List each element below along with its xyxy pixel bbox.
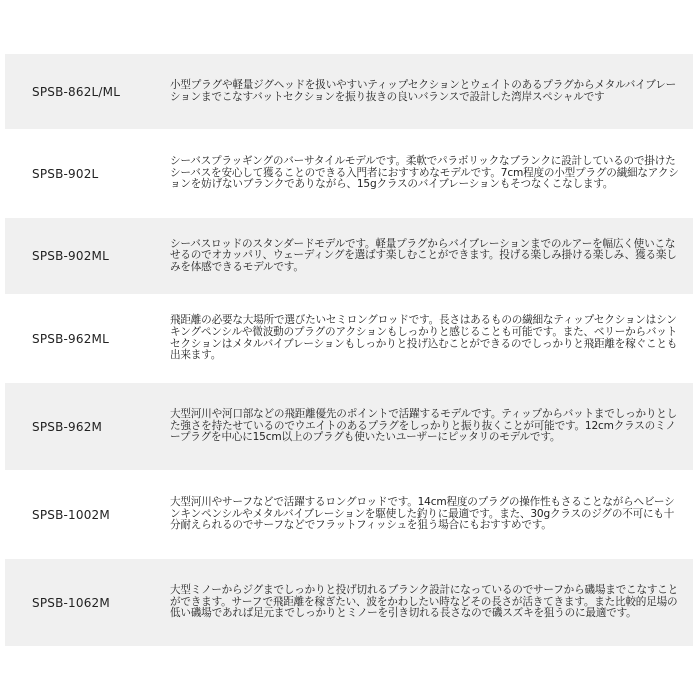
model-name: SPSB-1062M [32, 595, 110, 610]
table-row [5, 130, 693, 218]
model-description: シーバスロッドのスタンダードモデルです。軽量プラグからバイブレーションまでのルアーを幅広く使いこなせるのでオカッパリ、ウェーディングを選ばす楽しむことができます。投げる楽しみ掛ける楽しみ、獲る楽しみを体感できるモデルです。 [170, 237, 677, 273]
model-description: 飛距離の必要な大場所で選びたいセミロングロッドです。長さはあるものの繊細なティップセクションはシンキングペンシルや微波動のプラグのアクションもしっかりと感じることも可能です。また、ベリーからバットセクションはメタルバイブレーションもしっかりと投げ込むことができるのでしっかりと飛距離を稼ぐことも出来ます。 [170, 314, 678, 362]
table-row [5, 218, 693, 295]
model-name: SPSB-962M [32, 419, 103, 434]
table-row [5, 559, 693, 647]
model-name: SPSB-962ML [32, 331, 109, 346]
model-name: SPSB-862L/ML [32, 84, 121, 99]
model-name: SPSB-902L [32, 166, 99, 181]
model-name: SPSB-902ML [32, 249, 109, 263]
model-description: シーバスプラッギングのバーサタイルモデルです。柔軟でパラボリックなブランクに設計しているので掛けたシーバスを安心して獲ることのできる入門者におすすめなモデルです。7cm程度の小型プラグの繊細なアクションを妨げないブランクでありながら、15gクラスのバイブレーションもそつなくこなします。 [170, 155, 679, 191]
table-row [5, 383, 693, 471]
model-description: 小型プラグや軽量ジグヘッドを扱いやすいティップセクションとウェイトのあるプラグからメタルバイブレーションまでこなすバットセクションを振り抜きの良いバランスで設計した湾岸スペシャルです [170, 78, 677, 103]
model-description: 大型河川やサーフなどで活躍するロングロッドです。14cm程度のプラグの操作性もさることながらヘビーシンキンペンシルやメタルバイブレーションを駆使した釣りに最適です。また、30gクラスのジグの不可にも十分耐えられるのでサーフなどでフラットフィッシュを狙う場合にもおすすめです。 [170, 496, 675, 532]
model-description: 大型ミノーからジグまでしっかりと投げ切れるブランク設計になっているのでサーフから磯場までこなすことができます。サーフで飛距離を稼ぎたい、波をかわしたい時などその長さが活きてきます。また比較的足場の低い磯場であれば足元までしっかりとミノーを引き切れる長さなので磯スズキを狙うのに最適です。 [170, 584, 679, 620]
model-name: SPSB-1002M [32, 507, 110, 522]
spec-table [5, 54, 693, 647]
table-row [5, 54, 693, 130]
table-row [5, 471, 693, 559]
model-description: 大型河川や河口部などの飛距離優先のポイントで活躍するモデルです。ティップからバットまでしっかりとした強さを持たせているのでウエイトのあるプラグをしっかりと振り抜くことが可能です。12cmクラスのミノープラグを中心に15cm以上のプラグも使いたいユーザーにピッタリのモデルです。 [170, 408, 678, 444]
table-row [5, 295, 693, 383]
